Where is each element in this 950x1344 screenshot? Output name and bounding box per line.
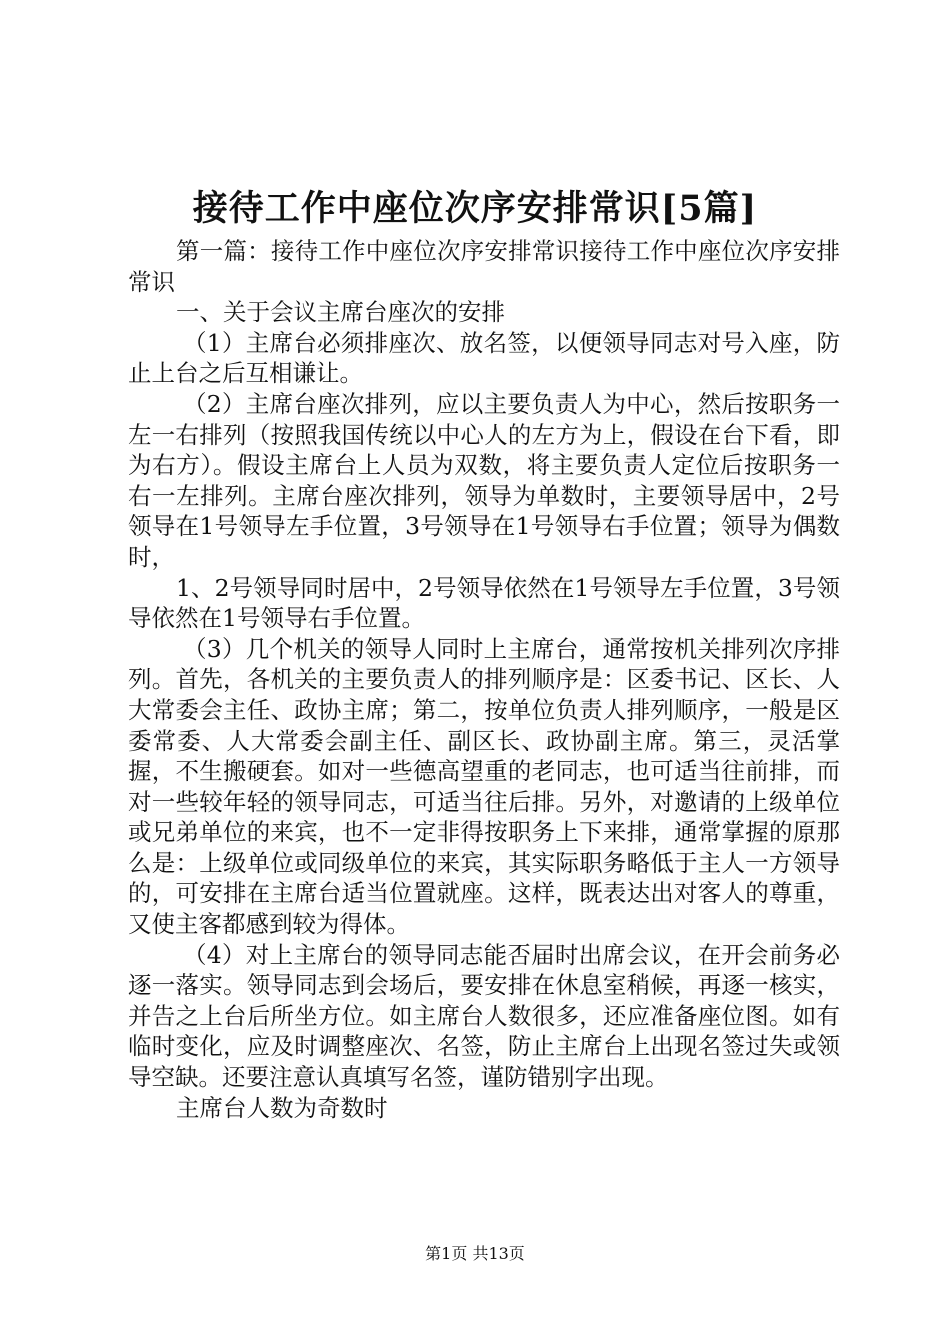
paragraph-item-1: （1）主席台必须排座次、放名签，以便领导同志对号入座，防止上台之后互相谦让。 bbox=[128, 328, 840, 388]
paragraph-section-heading: 第一篇：接待工作中座位次序安排常识接待工作中座位次序安排常识 bbox=[128, 237, 840, 296]
paragraph-item-2-continued: 1、2号领导同时居中，2号领导依然在1号领导左手位置，3号领导依然在1号领导右手位置。 bbox=[128, 573, 840, 633]
paragraph-subheading: 一、关于会议主席台座次的安排 bbox=[176, 298, 505, 327]
paragraph-item-3: （3）几个机关的领导人同时上主席台，通常按机关排列次序排列。首先，各机关的主要负责人的排列顺序是：区委书记、区长、人大常委会主任、政协主席；第二，按单位负责人排列顺序，一般是区委常委、人大常委会副主任、副区长、政协副主席。第三，灵活掌握，不生搬硬套。如对一些德高望重的老同志，也可适当往前排，而对一些较年轻的领导同志，可适当往后排。另外，对邀请的上级单位或兄弟单位的来宾，也不一定非得按职务上下来排，通常掌握的原那么是：上级单位或同级单位的来宾，其实际职务略低于主人一方领导的，可安排在主席台适当位置就座。这样，既表达出对客人的尊重，又使主客都感到较为得体。 bbox=[128, 634, 840, 939]
paragraph-item-4: （4）对上主席台的领导同志能否届时出席会议，在开会前务必逐一落实。领导同志到会场后，要安排在休息室稍候，再逐一核实，并告之上台后所坐方位。如主席台人数很多，还应准备座位图。如有临时变化，应及时调整座次、名签，防止主席台上出现名签过失或领导空缺。还要注意认真填写名签，谨防错别字出现。 bbox=[128, 940, 840, 1092]
page-footer: 第1页 共13页 bbox=[425, 1244, 525, 1263]
document-title: 接待工作中座位次序安排常识[5篇] bbox=[192, 188, 758, 229]
paragraph-item-2: （2）主席台座次排列，应以主要负责人为中心，然后按职务一左一右排列（按照我国传统以中心人的左方为上，假设在台下看，即为右方）。假设主席台上人员为双数，将主要负责人定位后按职务一右一左排列。主席台座次排列，领导为单数时，主要领导居中，2号领导在1号领导左手位置，3号领导在1号领导右手位置；领导为偶数时， bbox=[128, 389, 840, 571]
paragraph-odd-seating: 主席台人数为奇数时 bbox=[176, 1093, 388, 1122]
document-body bbox=[128, 236, 840, 1123]
